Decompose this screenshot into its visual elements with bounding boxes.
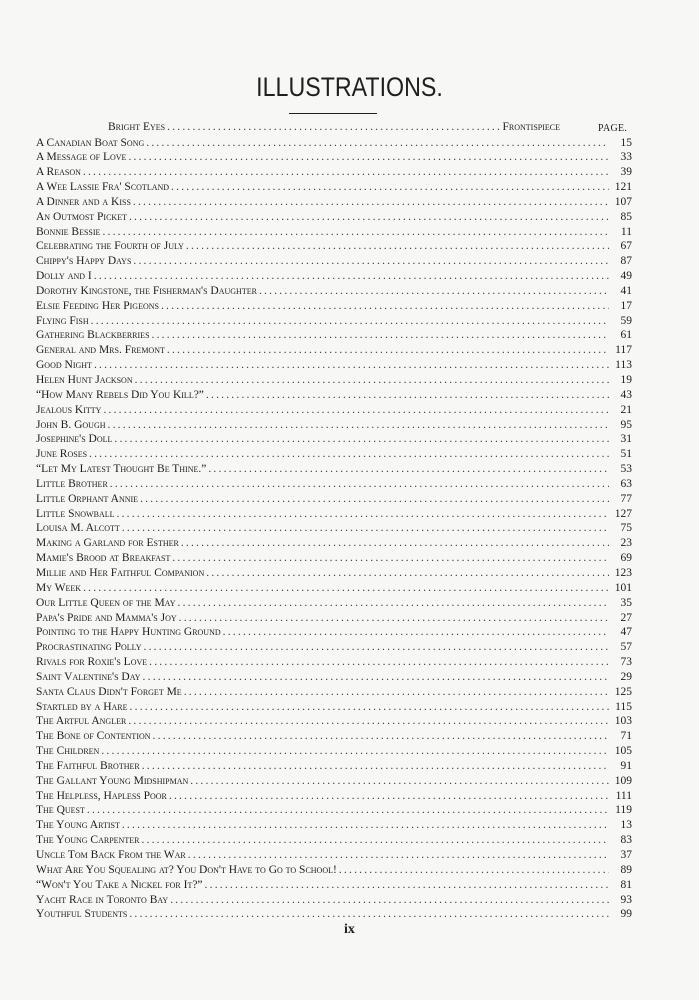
dot-leader [122, 521, 609, 536]
dot-leader [91, 314, 609, 329]
entry-page-number: 27 [620, 611, 632, 624]
entry-title: Chippy's Happy Days [36, 255, 132, 268]
entry-title: The Artful Angler [36, 715, 127, 728]
list-item [36, 863, 632, 878]
dot-leader [190, 774, 609, 789]
list-item [36, 314, 632, 329]
dot-leader [128, 714, 609, 729]
entry-page-number: 49 [620, 270, 632, 283]
dot-leader [89, 447, 609, 462]
dot-leader [83, 581, 609, 596]
list-item [36, 878, 632, 893]
frontispiece-entry [108, 121, 560, 133]
list-item [36, 492, 632, 507]
entry-page-number: 63 [620, 477, 632, 490]
entry-title: Our Little Queen of the May [36, 596, 176, 609]
list-item [36, 759, 632, 774]
entry-title: A Reason [36, 166, 81, 179]
dot-leader [117, 507, 610, 522]
list-item [36, 299, 632, 314]
dot-leader [179, 611, 609, 626]
entry-page-number: 73 [620, 656, 632, 669]
list-item [36, 848, 632, 863]
list-item [36, 150, 632, 165]
page-title: ILLUSTRATIONS. [256, 72, 443, 102]
entry-page-number: 127 [614, 507, 632, 520]
dot-leader [186, 239, 609, 254]
dot-leader [167, 121, 499, 133]
entry-title: The Faithful Brother [36, 759, 140, 772]
list-item [36, 655, 632, 670]
list-item [36, 611, 632, 626]
dot-leader [223, 625, 609, 640]
entry-page-number: 105 [614, 745, 632, 758]
entry-page-number: 121 [614, 181, 632, 194]
frontispiece-label: Frontispiece [502, 121, 560, 133]
entry-page-number: 119 [615, 804, 632, 817]
page-column-header: PAGE. [598, 123, 628, 134]
entry-title: Santa Claus Didn't Forget Me [36, 685, 182, 698]
entry-title: The Young Artist [36, 819, 120, 832]
entry-page-number: 19 [620, 374, 632, 386]
entry-title: A Wee Lassie Fra' Scotland [36, 181, 170, 194]
dot-leader [144, 640, 609, 655]
list-item [36, 328, 632, 343]
list-item [36, 343, 632, 358]
dot-leader [169, 789, 609, 804]
dot-leader [206, 388, 609, 403]
dot-leader [108, 418, 609, 433]
list-item [36, 833, 632, 848]
list-item [36, 403, 632, 418]
entry-page-number: 107 [614, 195, 632, 208]
entry-page-number: 93 [620, 893, 632, 906]
list-item [36, 803, 632, 818]
title-rule [289, 113, 377, 114]
dot-leader [205, 878, 609, 893]
list-item [36, 239, 632, 254]
entry-title: Helen Hunt Jackson [36, 374, 133, 386]
entry-title: Bonnie Bessie [36, 225, 101, 238]
entry-page-number: 61 [620, 329, 632, 342]
list-item [36, 373, 632, 388]
dot-leader [87, 803, 609, 818]
dot-leader [101, 744, 609, 759]
dot-leader [133, 195, 609, 210]
dot-leader [94, 269, 609, 284]
list-item [36, 789, 632, 804]
dot-leader [167, 343, 609, 358]
entry-title: June Roses [36, 448, 88, 461]
list-item [36, 596, 632, 611]
illustrations-list [36, 136, 632, 923]
entry-title: Louisa M. Alcott [36, 522, 120, 535]
dot-leader [181, 536, 609, 551]
dot-leader [206, 566, 609, 581]
list-item [36, 566, 632, 581]
dot-leader [259, 284, 609, 299]
entry-page-number: 15 [620, 136, 632, 149]
entry-title: The Helpless, Hapless Poor [36, 789, 167, 802]
entry-title: John B. Gough [36, 418, 106, 431]
entry-page-number: 123 [614, 566, 632, 579]
dot-leader [172, 551, 609, 566]
entry-page-number: 51 [620, 448, 632, 461]
entry-title: Procrastinating Polly [36, 641, 142, 654]
dot-leader [94, 358, 609, 373]
dot-leader [149, 655, 609, 670]
dot-leader [170, 893, 609, 908]
entry-title: Making a Garland for Esther [36, 537, 179, 550]
entry-title: “Let My Latest Thought Be Thine.” [36, 463, 207, 476]
dot-leader [133, 254, 609, 269]
page-number: ix [344, 922, 355, 937]
list-item [36, 180, 632, 195]
list-item [36, 447, 632, 462]
entry-page-number: 81 [620, 878, 632, 891]
entry-page-number: 85 [620, 210, 632, 223]
dot-leader [135, 373, 609, 388]
dot-leader [184, 685, 609, 700]
list-item [36, 269, 632, 284]
entry-page-number: 111 [615, 789, 632, 802]
dot-leader [129, 210, 609, 225]
list-item [36, 210, 632, 225]
list-item [36, 165, 632, 180]
dot-leader [171, 180, 609, 195]
dot-leader [114, 432, 609, 447]
entry-title: A Dinner and a Kiss [36, 195, 131, 208]
list-item [36, 907, 632, 922]
entry-page-number: 35 [620, 596, 632, 609]
list-item [36, 225, 632, 240]
dot-leader [103, 403, 609, 418]
entry-title: The Children [36, 745, 100, 758]
entry-title: Saint Valentine's Day [36, 670, 141, 683]
entry-title: The Bone of Contention [36, 730, 151, 743]
list-item [36, 136, 632, 151]
list-item [36, 670, 632, 685]
entry-title: The Gallant Young Midshipman [36, 774, 189, 787]
entry-title: Josephine's Doll [36, 433, 113, 446]
entry-title: Uncle Tom Back From the War [36, 849, 186, 861]
entry-title: An Outmost Picket [36, 210, 127, 223]
entry-page-number: 69 [620, 552, 632, 565]
entry-page-number: 29 [620, 670, 632, 683]
entry-title: Flying Fish [36, 314, 89, 327]
entry-page-number: 89 [620, 863, 632, 876]
entry-title: A Message of Love [36, 151, 127, 164]
list-item [36, 640, 632, 655]
dot-leader [83, 165, 609, 180]
entry-title: Papa's Pride and Mamma's Joy [36, 611, 177, 624]
entry-title: Jealous Kitty [36, 403, 102, 416]
list-item [36, 774, 632, 789]
dot-leader [146, 136, 609, 151]
entry-page-number: 41 [620, 284, 632, 297]
entry-title: Youthful Students [36, 908, 128, 921]
entry-page-number: 21 [620, 403, 632, 416]
entry-title: Little Snowball [36, 507, 115, 520]
entry-page-number: 39 [620, 166, 632, 179]
entry-title: The Young Carpenter [36, 834, 140, 847]
list-item [36, 551, 632, 566]
entry-title: My Week [36, 581, 82, 594]
list-item [36, 388, 632, 403]
entry-page-number: 13 [620, 819, 632, 832]
entry-page-number: 77 [620, 492, 632, 505]
list-item [36, 507, 632, 522]
entry-title: Rivals for Roxie's Love [36, 656, 148, 669]
entry-title: Dorothy Kingstone, the Fisherman's Daughter [36, 284, 257, 297]
dot-leader [141, 833, 609, 848]
entry-title: Pointing to the Happy Hunting Ground [36, 626, 221, 639]
list-item [36, 581, 632, 596]
entry-title: General and Mrs. Fremont [36, 344, 165, 357]
list-item [36, 685, 632, 700]
entry-page-number: 99 [620, 908, 632, 921]
dot-leader [161, 299, 609, 314]
list-item [36, 462, 632, 477]
entry-page-number: 43 [620, 388, 632, 401]
entry-page-number: 47 [620, 626, 632, 639]
dot-leader [129, 907, 609, 922]
dot-leader [128, 150, 609, 165]
list-item [36, 625, 632, 640]
dot-leader [208, 462, 609, 477]
entry-title: Yacht Race in Toronto Bay [36, 893, 169, 906]
entry-title: Gathering Blackberries [36, 329, 150, 342]
entry-page-number: 75 [620, 522, 632, 535]
dot-leader [339, 863, 609, 878]
entry-title: What Are You Squealing at? You Don't Have to Go to School! [36, 863, 337, 876]
entry-page-number: 117 [615, 344, 632, 357]
list-item [36, 818, 632, 833]
list-item [36, 700, 632, 715]
list-item [36, 714, 632, 729]
list-item [36, 195, 632, 210]
entry-page-number: 71 [620, 730, 632, 743]
entry-page-number: 125 [614, 685, 632, 698]
entry-title: Millie and Her Faithful Companion [36, 566, 205, 579]
list-item [36, 418, 632, 433]
entry-title: The Quest [36, 804, 85, 817]
entry-page-number: 11 [620, 225, 632, 238]
dot-leader [143, 670, 609, 685]
list-item [36, 536, 632, 551]
entry-title: Mamie's Brood at Breakfast [36, 552, 171, 565]
entry-title: Elsie Feeding Her Pigeons [36, 299, 159, 312]
entry-page-number: 57 [620, 641, 632, 654]
dot-leader [122, 818, 609, 833]
entry-page-number: 53 [620, 463, 632, 476]
list-item [36, 893, 632, 908]
list-item [36, 358, 632, 373]
dot-leader [152, 328, 609, 343]
list-item [36, 254, 632, 269]
entry-page-number: 87 [620, 255, 632, 268]
list-item [36, 521, 632, 536]
dot-leader [110, 477, 609, 492]
entry-page-number: 91 [620, 759, 632, 772]
entry-title: Good Night [36, 359, 92, 372]
entry-page-number: 113 [615, 359, 632, 372]
list-item [36, 432, 632, 447]
entry-page-number: 37 [620, 849, 632, 861]
entry-page-number: 59 [620, 314, 632, 327]
entry-page-number: 17 [620, 299, 632, 312]
entry-title: “Won't You Take a Nickel for It?” [36, 878, 203, 891]
entry-page-number: 31 [620, 433, 632, 446]
entry-page-number: 33 [620, 151, 632, 164]
dot-leader [102, 225, 609, 240]
entry-page-number: 101 [614, 581, 632, 594]
entry-title: Startled by a Hare [36, 700, 128, 713]
entry-page-number: 109 [614, 774, 632, 787]
entry-page-number: 103 [614, 715, 632, 728]
entry-title: Dolly and I [36, 270, 92, 283]
frontispiece-title: Bright Eyes [108, 121, 166, 133]
dot-leader [153, 729, 609, 744]
entry-page-number: 23 [620, 537, 632, 550]
entry-page-number: 95 [620, 418, 632, 431]
list-item [36, 477, 632, 492]
dot-leader [140, 492, 609, 507]
dot-leader [142, 759, 609, 774]
entry-title: Celebrating the Fourth of July [36, 240, 184, 253]
list-item [36, 284, 632, 299]
dot-leader [130, 700, 609, 715]
list-item [36, 744, 632, 759]
dot-leader [188, 848, 609, 863]
entry-title: Little Orphant Annie [36, 492, 139, 505]
entry-title: A Canadian Boat Song [36, 136, 145, 149]
entry-title: “How Many Rebels Did You Kill?” [36, 388, 204, 401]
entry-page-number: 115 [615, 700, 632, 713]
list-item [36, 729, 632, 744]
entry-page-number: 83 [620, 834, 632, 847]
dot-leader [178, 596, 610, 611]
entry-page-number: 67 [620, 240, 632, 253]
entry-title: Little Brother [36, 477, 108, 490]
